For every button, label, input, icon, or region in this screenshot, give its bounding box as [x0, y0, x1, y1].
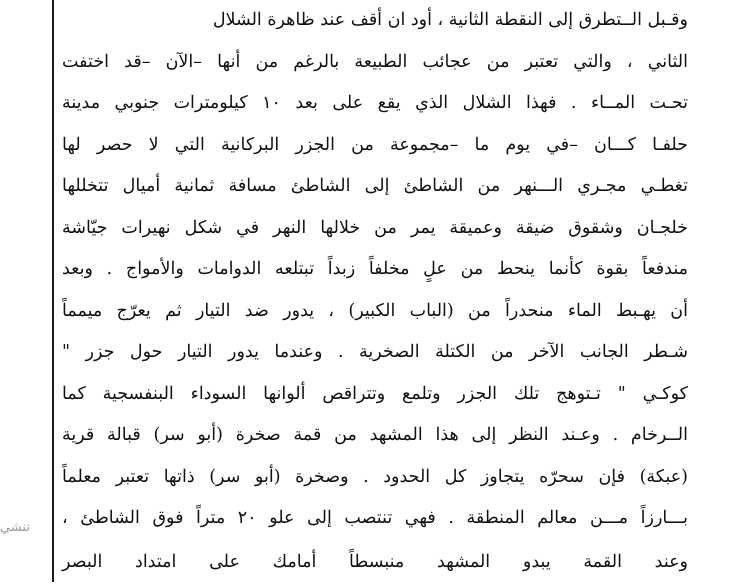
text-line-partial: وعند القمة يبدو المشهد منبسطاً أمامك على امتداد البصر — [62, 551, 688, 572]
text-line: تحـت المــاء . فهذا الشلال الذي يقع على بعد ١٠ كيلومترات جنوبي مدينة — [62, 93, 688, 113]
text-line: (عبكة) فإن سحرّه يتجاوز كل الحدود . وصخرة (أبو سر) ذاتها تعتبر معلماً — [62, 466, 688, 487]
text-line: حلفـا كـــان –في يوم ما –مجموعة من الجزر البركانية التي لا حصر لها — [62, 134, 688, 155]
watermark-text: تنشي — [0, 520, 30, 535]
text-line: تغطـي مجـري الـــنهر من الشاطئ إلى الشاطئ مسافة ثمانية أميال تتخللها — [62, 176, 688, 196]
text-line: كوكـي " تـتوهج تلك الجزر وتلمع وتتراقص ألوانها السوداء البنفسجية كما — [62, 383, 688, 404]
text-line: خلجـان وشقوق ضيقة وعميقة يمر من خلالها النهر في شكل نهيرات جيّاشة — [62, 217, 688, 238]
text-line: الثاني ، والتي تعتبر من عجائب الطبيعة بالرغم من أنها –الآن –قد اختفت — [62, 51, 688, 72]
text-line: شـطر الجانب الآخر من الكتلة الصخرية . وعندما يدور التيار حول جزر " — [62, 342, 688, 362]
text-line: أن يهـبط الماء منحدراً من (الباب الكبير) ، يدور ضد التيار ثم يعرّج ميمماً — [62, 300, 688, 321]
arabic-text-block — [62, 0, 688, 572]
text-line: مندفعاً بقوة كأنما ينحط من علٍ مخلفاً زبداً تبتلعه الدوامات والأمواج . وبعد — [62, 259, 688, 279]
text-line: بـــارزاً مـــن معالم المنطقة . فهي تنتصب إلى علو ٢٠ متراً فوق الشاطئ ، — [62, 508, 688, 528]
text-line: وقـبل الــتطرق إلى النقطة الثانية ، أود ان أقف عند ظاهرة الشلال — [212, 10, 688, 30]
text-line: الــرخام . وعـند النظر إلى هذا المشهد من قمة صخرة (أبو سر) قبالة قرية — [62, 425, 688, 445]
